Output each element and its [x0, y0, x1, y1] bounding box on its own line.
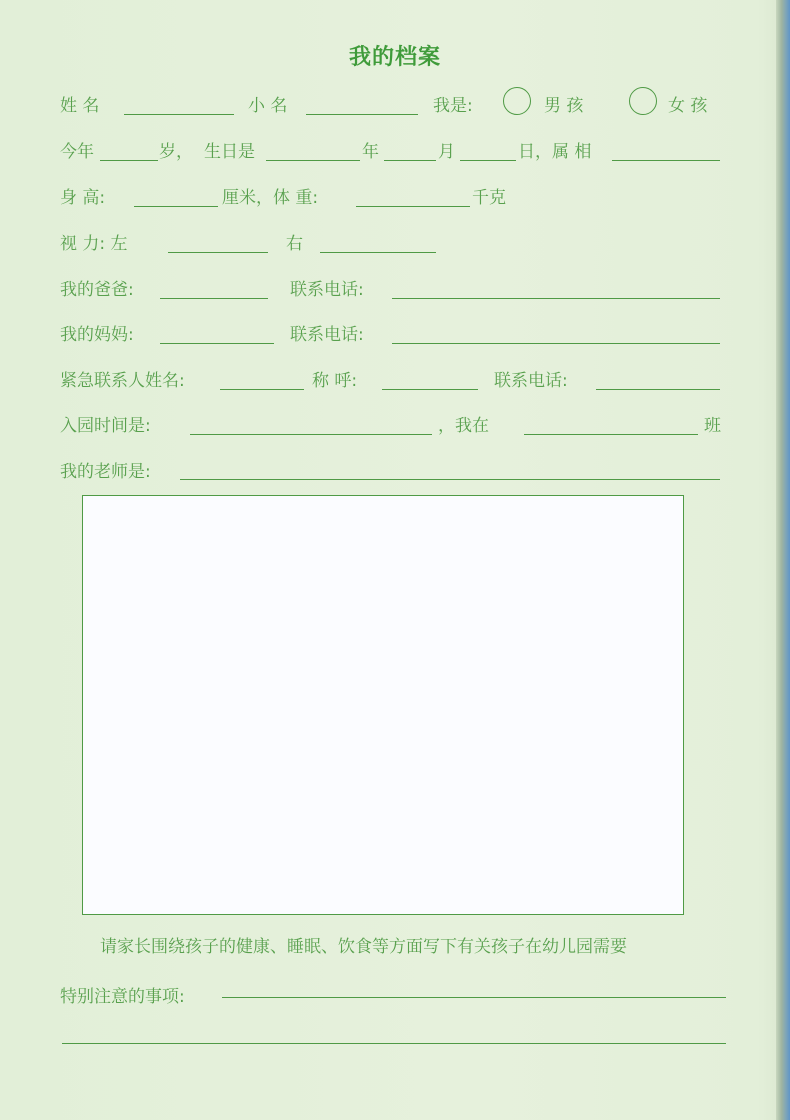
vision-label: 视 力: 左	[60, 234, 128, 254]
teacher-field[interactable]	[180, 479, 720, 480]
teacher-label: 我的老师是:	[60, 462, 151, 482]
boy-label: 男 孩	[544, 96, 584, 116]
notes-instruction: 请家长围绕孩子的健康、睡眠、饮食等方面写下有关孩子在幼儿园需要	[100, 937, 627, 957]
enroll-label: 入园时间是:	[60, 416, 151, 436]
notes-field-line-2[interactable]	[62, 1043, 726, 1044]
class-suffix: 班	[704, 416, 721, 436]
boy-radio[interactable]	[503, 87, 531, 115]
age-prefix: 今年	[60, 142, 94, 162]
father-label: 我的爸爸:	[60, 280, 134, 300]
gender-label: 我是:	[433, 96, 473, 116]
relation-label: 称 呼:	[312, 371, 358, 391]
notes-field-line-1[interactable]	[222, 997, 726, 998]
class-field[interactable]	[524, 434, 698, 435]
photo-box[interactable]	[82, 495, 684, 915]
mother-field[interactable]	[160, 343, 274, 344]
page-edge	[776, 0, 790, 1120]
month-label: 月	[438, 142, 455, 162]
birthday-label: 生日是	[204, 142, 255, 162]
girl-radio[interactable]	[629, 87, 657, 115]
name-label: 姓 名	[60, 96, 100, 116]
emergency-phone-field[interactable]	[596, 389, 720, 390]
zodiac-field[interactable]	[612, 160, 720, 161]
weight-label: 厘米，体 重:	[222, 188, 319, 208]
girl-label: 女 孩	[668, 96, 708, 116]
page-title: 我的档案	[348, 45, 441, 70]
emergency-label: 紧急联系人姓名:	[60, 371, 185, 391]
birth-day-field[interactable]	[460, 160, 516, 161]
class-prefix: ，我在	[438, 416, 489, 436]
age-suffix: 岁，	[159, 142, 193, 162]
father-field[interactable]	[160, 298, 268, 299]
father-phone-label: 联系电话:	[290, 280, 364, 300]
vision-right-field[interactable]	[320, 252, 436, 253]
height-label: 身 高:	[60, 188, 106, 208]
age-field[interactable]	[100, 160, 158, 161]
weight-field[interactable]	[356, 206, 470, 207]
nickname-field[interactable]	[306, 114, 418, 115]
vision-left-field[interactable]	[168, 252, 268, 253]
birth-year-field[interactable]	[266, 160, 360, 161]
notes-label: 特别注意的事项:	[60, 987, 185, 1007]
father-phone-field[interactable]	[392, 298, 720, 299]
mother-phone-field[interactable]	[392, 343, 720, 344]
birth-month-field[interactable]	[384, 160, 436, 161]
emergency-name-field[interactable]	[220, 389, 304, 390]
year-label: 年	[362, 142, 379, 162]
kg-label: 千克	[472, 188, 506, 208]
vision-right-label: 右	[286, 234, 303, 254]
enroll-date-field[interactable]	[190, 434, 432, 435]
mother-phone-label: 联系电话:	[290, 325, 364, 345]
name-field[interactable]	[124, 114, 234, 115]
mother-label: 我的妈妈:	[60, 325, 134, 345]
relation-field[interactable]	[382, 389, 478, 390]
height-field[interactable]	[134, 206, 218, 207]
emergency-phone-label: 联系电话:	[494, 371, 568, 391]
zodiac-label: 日，属 相	[518, 142, 592, 162]
nickname-label: 小 名	[248, 96, 288, 116]
